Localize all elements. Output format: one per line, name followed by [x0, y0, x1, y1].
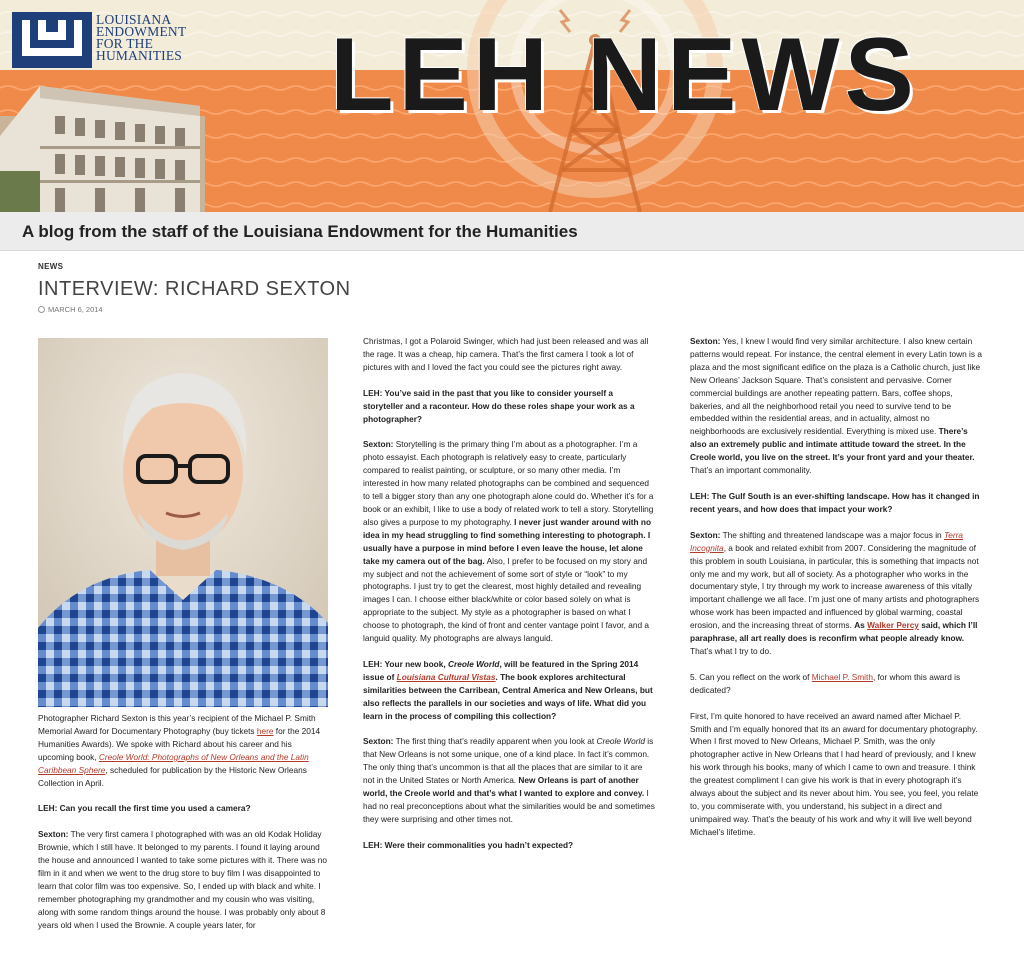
answer-emphasis: There’s also an extremely public and intimate attitude toward the street. In the Creole world, you live on the street. It’s your front yard and your theater.	[690, 426, 975, 463]
speaker-label: Sexton:	[363, 439, 394, 450]
intro-text: , scheduled for publication by the Historic New Orleans Collection in April.	[38, 764, 307, 788]
portrait-illustration	[38, 338, 328, 707]
answer-text: Storytelling is the primary thing I’m about as a photographer. I’m a photo essayist. Each photograph is relatively easy to create, particularly compared to realist painting, or sculpture, or so many other media. I’m interested in how many related photographs can be combined and sequenced to tell a bigger story than any one photograph alone could do. Whether it’s for a book or an exhibit, I like to use a body of related work to tell a story. Storytelling also gives a purpose to my photography.	[363, 439, 654, 527]
intro-text: for the 2014 Humanities Awards). We spoke with Richard about his career and his upcoming book,	[38, 725, 321, 762]
answer-text: is that New Orleans is not some unique, one of a kind place. In fact it’s common. The only thing that’s uncommon is that all the places that are similar to it are not in the United States or North America.	[363, 736, 654, 786]
post-category-link[interactable]: NEWS	[38, 262, 64, 271]
answer-text: Yes, I knew I would find very similar architecture. I also knew certain patterns would repeat. For instance, the central element in every Latin town is a plaza and the most significant edifice on the plaza is a Catholic church, just like New Orleans’ Jackson Square. That’s consistent and pervasive. Corner commercial buildings are another repeating pattern. Bars, coffee shops, bakeries, and all the neighborhood retail you need to survive tend to be embedded within the residential areas, and in actuality, almost no neighborhoods are exclusively residential. Everything is mixed use.	[690, 336, 982, 437]
article-column-3	[690, 335, 982, 852]
speaker-label: Sexton:	[363, 736, 394, 747]
answer-paragraph	[690, 335, 982, 477]
answer-text: The shifting and threatened landscape was a major focus in	[720, 529, 944, 540]
terra-incognita-link[interactable]: Terra Incognita	[690, 529, 964, 553]
answer-emphasis: I never just wander around with no idea in my head struggling to find something interesting to photograph. I usually have a purpose in mind before I even leave the house, let alone take my camera out of the bag.	[363, 516, 652, 566]
answer-paragraph	[363, 735, 655, 825]
answer-emphasis: As	[854, 620, 868, 631]
historic-building-image	[0, 76, 205, 212]
book-title: Creole World	[447, 658, 500, 669]
answer-text: Also, I prefer to be focused on my story and my subject and not the achievement of some sort of style or “look” to my photographs. I just try to get the clearest, most highly detailed and revealing images I can. I choose either black/white or color based solely on what is appropriate to the subject. My style as a photographer is based on what I choose to photograph, the kind of front and center vantage point I favor, and a languid quality. My photographs are always languid.	[363, 555, 649, 644]
leh-logo[interactable]	[12, 12, 212, 72]
answer-text: That’s an important commonality.	[690, 465, 812, 476]
site-header	[0, 0, 1024, 212]
intro-paragraph	[38, 712, 330, 789]
post-title[interactable]: INTERVIEW: RICHARD SEXTON	[38, 278, 351, 300]
clock-icon	[38, 306, 45, 313]
answer-paragraph: First, I’m quite honored to have received an award named after Michael P. Smith and I’m equally honored that its an award for documentary photography. When I first moved to New Orleans, Michael P. Smith, was the only photographer active in New Orleans that I had heard of previously, and I knew his work through his books, many of which I came to own and treasure. I think the greatest compliment I can give his work is that in every photograph it’s always about the subject and its never about him. You see, you feel, you relate to, you commiserate with, you understand, his subject in a direct and unimpaired way. That’s the beauty of his work and why it will live well beyond Michael’s lifetime.	[690, 710, 979, 837]
logo-line: HUMANITIES	[96, 48, 182, 63]
site-tagline: A blog from the staff of the Louisiana Endowment for the Humanities	[22, 222, 578, 241]
question	[363, 658, 655, 723]
post-date-text: MARCH 6, 2014	[48, 305, 103, 314]
answer-text: I had no real preconceptions about what the similarities would be and sometimes they were surprising and other times not.	[363, 788, 655, 824]
answer-emphasis: said, which I’ll paraphrase, all art really does is reconfirm what people already know.	[690, 620, 978, 644]
leh-logo-mark	[12, 12, 92, 68]
question-text: LEH: Your new book,	[363, 658, 448, 669]
question: LEH: Can you recall the first time you used a camera?	[38, 803, 251, 814]
question: LEH: Were their commonalities you hadn’t expected?	[363, 839, 574, 850]
michael-p-smith-link[interactable]: Michael P. Smith	[811, 671, 873, 682]
masthead-title[interactable]: LEH NEWS	[330, 17, 919, 133]
question: LEH: You’ve said in the past that you like to consider yourself a storyteller and a raconteur. How do these roles shape your work as a photographer?	[363, 387, 635, 424]
answer-text: , a book and related exhibit from 2007. Considering the magnitude of this problem in south Louisiana, in particular, this is something that impacts not only me and my work, but all of society. As a photographer who works in the documentary style, I try through my work to increase awareness of this vitally important challenge we all face. I’m just one of many artists and photographers whose work has been impacted and influenced by global warming, coastal erosion, and the increasing threat of storms.	[690, 542, 980, 631]
answer-text: The first thing that’s readily apparent when you look at	[393, 736, 597, 747]
question-text: , will be featured in the Spring 2014 issue of	[363, 658, 639, 682]
answer-text: The very first camera I photographed with was an old Kodak Holiday Brownie, which I still have. It belonged to my parents. I found it laying around the house and announced I wanted to take some pictures with it. There was no film in it and when we went to the drug store to buy film I was disappointed to learn that color film was too expensive. So, I ended up with black and white. I remember photographing my grandmother and my cousin who was visiting, along with some random things around the house. I was probably only about 8 years old when I used the Brownie. A couple years later, for	[38, 829, 328, 930]
logo-line: LOUISIANA	[96, 12, 172, 27]
portrait-photo	[38, 338, 328, 707]
logo-line: ENDOWMENT	[96, 24, 187, 39]
magazine-link[interactable]: Louisiana Cultural Vistas	[396, 671, 496, 682]
intro-text: Photographer Richard Sexton is this year’s recipient of the Michael P. Smith Memorial Award for Documentary Photography (buy tickets	[38, 713, 316, 736]
question: LEH: The Gulf South is an ever-shifting landscape. How has it changed in recent years, and how does that impact your work?	[690, 490, 980, 514]
question-text: , for whom this award is dedicated?	[690, 671, 961, 695]
book-link[interactable]: Creole World: Photographs of New Orleans and the Latin Caribbean Sphere	[38, 751, 309, 775]
article-column-2	[363, 335, 655, 865]
logo-wordmark	[96, 14, 216, 62]
walker-percy-link[interactable]: Walker Percy	[867, 620, 919, 631]
question-text: 5. Can you reflect on the work of	[690, 671, 812, 682]
speaker-label: Sexton:	[690, 529, 721, 540]
speaker-label: Sexton:	[38, 829, 69, 840]
question	[690, 671, 982, 697]
answer-paragraph	[363, 438, 655, 645]
answer-emphasis: New Orleans is part of another world, the Creole world and that’s what I wanted to explore and convey.	[363, 775, 645, 799]
answer-paragraph	[38, 828, 330, 931]
speaker-label: Sexton:	[690, 336, 721, 346]
tickets-link[interactable]: here	[256, 725, 274, 736]
article-column-1	[38, 712, 330, 945]
logo-line: FOR THE	[96, 36, 154, 51]
post-date	[38, 305, 103, 314]
answer-paragraph: Christmas, I got a Polaroid Swinger, which had just been released and was all the rage. It was a cheap, hip camera. That’s the first camera I took a lot of pictures with and I loved the fact you could see the pictures right away.	[363, 336, 649, 372]
answer-paragraph	[690, 529, 982, 658]
question-text: . The book explores architectural similarities between the Carribean, Central America and New Orleans, but also reflects the parallels in our societies and ways of life. What did you learn in the process of compiling this collection?	[363, 671, 653, 721]
book-title: Creole World	[596, 736, 645, 747]
answer-text: That’s what I try to do.	[690, 645, 772, 656]
